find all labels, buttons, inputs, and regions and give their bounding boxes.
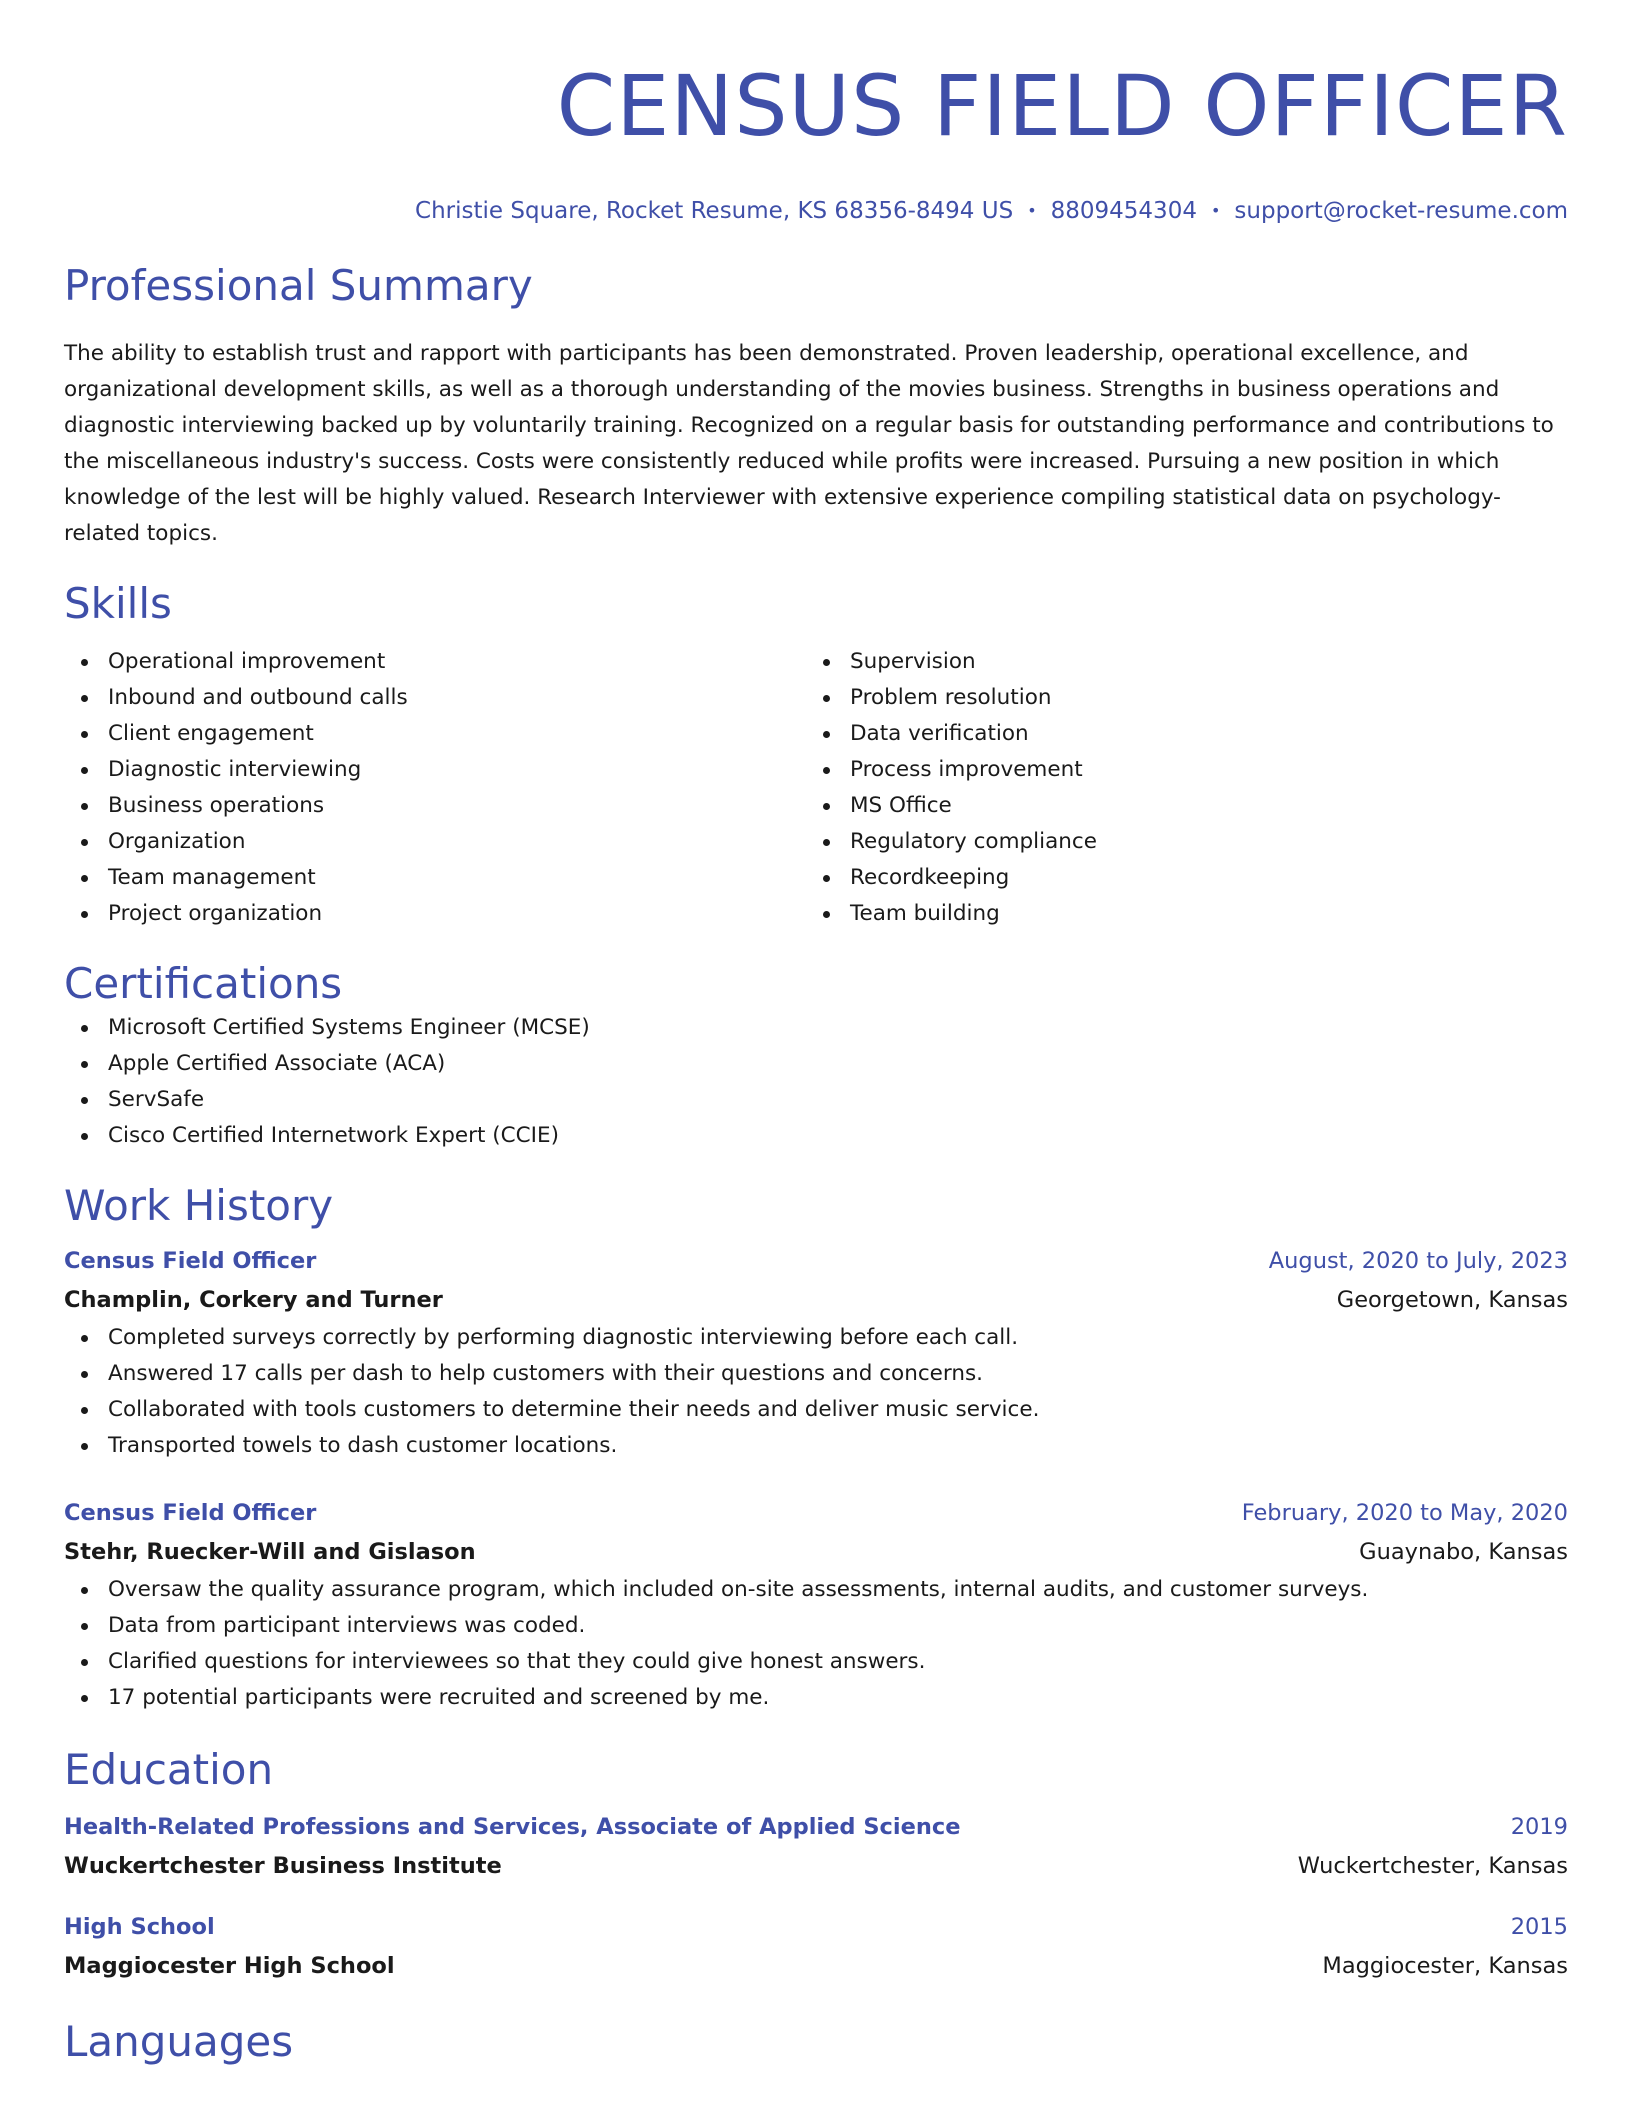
skills-grid [64,644,1568,932]
skills-heading: Skills [64,579,172,628]
job-title: Census Field Officer [64,1248,317,1274]
education-location: Wuckertchester, Kansas [1297,1853,1568,1879]
education-degree-row [64,1908,1568,1946]
job-company-row [64,1280,1568,1320]
education-school-row [64,1846,1568,1886]
skills-list-left [64,644,806,932]
job-location: Georgetown, Kansas [1336,1287,1568,1313]
education-location: Maggiocester, Kansas [1322,1953,1568,1979]
education-heading: Education [64,1745,274,1794]
contact-phone: 8809454304 [1050,198,1197,224]
skill-item: Supervision [806,644,1548,680]
job-dates: August, 2020 to July, 2023 [1268,1248,1568,1274]
job-dates: February, 2020 to May, 2020 [1241,1500,1568,1526]
education-entry [64,1808,1568,1886]
job-title-row [64,1494,1568,1532]
job-title: Census Field Officer [64,1500,317,1526]
education-degree-row [64,1808,1568,1846]
certifications-list [64,1010,1568,1154]
education-degree: High School [64,1914,215,1940]
languages-heading: Languages [64,2017,294,2066]
skill-item: Process improvement [806,752,1548,788]
education-section [64,1744,1568,1986]
skill-item: Project organization [64,896,806,932]
job-duty-item: Transported towels to dash customer locations. [64,1428,1568,1464]
skill-item: Team building [806,896,1548,932]
skill-item: MS Office [806,788,1548,824]
skill-item: Client engagement [64,716,806,752]
skills-column-left [64,644,806,932]
skill-item: Business operations [64,788,806,824]
certification-item: Cisco Certified Internetwork Expert (CCIE) [64,1118,1568,1154]
skill-item: Diagnostic interviewing [64,752,806,788]
job-company-row [64,1532,1568,1572]
summary-text: The ability to establish trust and rapport with participants has been demonstrated. Proven leadership, operational excellence, and organizational development skills, as well as a thorough understanding of the movies business. Strengths in business operations and diagnostic interviewing backed up by voluntarily training. Recognized on a regular basis for outstanding performance and contributions to the miscellaneous industry's success. Costs were consistently reduced while profits were increased. Pursuing a new position in which knowledge of the lest will be highly valued. Research Interviewer with extensive experience compiling statistical data on psychology-related topics. [64,341,1554,546]
job-duty-item: 17 potential participants were recruited and screened by me. [64,1680,1568,1716]
resume-name: CENSUS FIELD OFFICER [556,57,1568,155]
summary-section [64,260,1568,552]
job-duty-item: Completed surveys correctly by performing diagnostic interviewing before each call. [64,1320,1568,1356]
skills-section [64,578,1568,932]
job-duties-list [64,1572,1568,1716]
languages-section [64,2016,1568,2068]
skill-item: Inbound and outbound calls [64,680,806,716]
education-year: 2019 [1510,1814,1568,1840]
work-history-section [64,1180,1568,1716]
job-title-row [64,1242,1568,1280]
job-company: Champlin, Corkery and Turner [64,1287,443,1313]
work-history-heading: Work History [64,1181,334,1230]
education-school: Maggiocester High School [64,1953,395,1979]
skill-item: Team management [64,860,806,896]
skills-column-right [806,644,1548,932]
skill-item: Data verification [806,716,1548,752]
skills-list-right [806,644,1548,932]
contact-address: Christie Square, Rocket Resume, KS 68356-8494 US [415,198,1014,224]
contact-separator: • [1210,201,1221,220]
certifications-heading: Certifications [64,959,343,1008]
job-entry [64,1242,1568,1464]
skill-item: Recordkeeping [806,860,1548,896]
contact-line [64,196,1568,226]
job-duty-item: Clarified questions for interviewees so that they could give honest answers. [64,1644,1568,1680]
job-company: Stehr, Ruecker-Will and Gislason [64,1539,476,1565]
education-school-row [64,1946,1568,1986]
skill-item: Regulatory compliance [806,824,1548,860]
certification-item: ServSafe [64,1082,1568,1118]
job-duty-item: Oversaw the quality assurance program, which included on-site assessments, internal audits, and customer surveys. [64,1572,1568,1608]
job-location: Guaynabo, Kansas [1359,1539,1568,1565]
contact-email[interactable]: support@rocket-resume.com [1234,198,1568,224]
job-duties-list [64,1320,1568,1464]
job-duty-item: Collaborated with tools customers to determine their needs and deliver music service. [64,1392,1568,1428]
education-degree: Health-Related Professions and Services, Associate of Applied Science [64,1814,961,1840]
job-duty-item: Answered 17 calls per dash to help customers with their questions and concerns. [64,1356,1568,1392]
resume-header [64,0,1568,226]
education-entry [64,1908,1568,1986]
certification-item: Microsoft Certified Systems Engineer (MCSE) [64,1010,1568,1046]
contact-separator: • [1027,201,1037,220]
skill-item: Organization [64,824,806,860]
education-school: Wuckertchester Business Institute [64,1853,502,1879]
summary-heading: Professional Summary [64,261,533,310]
job-duty-item: Data from participant interviews was coded. [64,1608,1568,1644]
job-entry [64,1494,1568,1716]
education-year: 2015 [1510,1914,1568,1940]
certifications-section [64,958,1568,1154]
skill-item: Problem resolution [806,680,1548,716]
certification-item: Apple Certified Associate (ACA) [64,1046,1568,1082]
skill-item: Operational improvement [64,644,806,680]
